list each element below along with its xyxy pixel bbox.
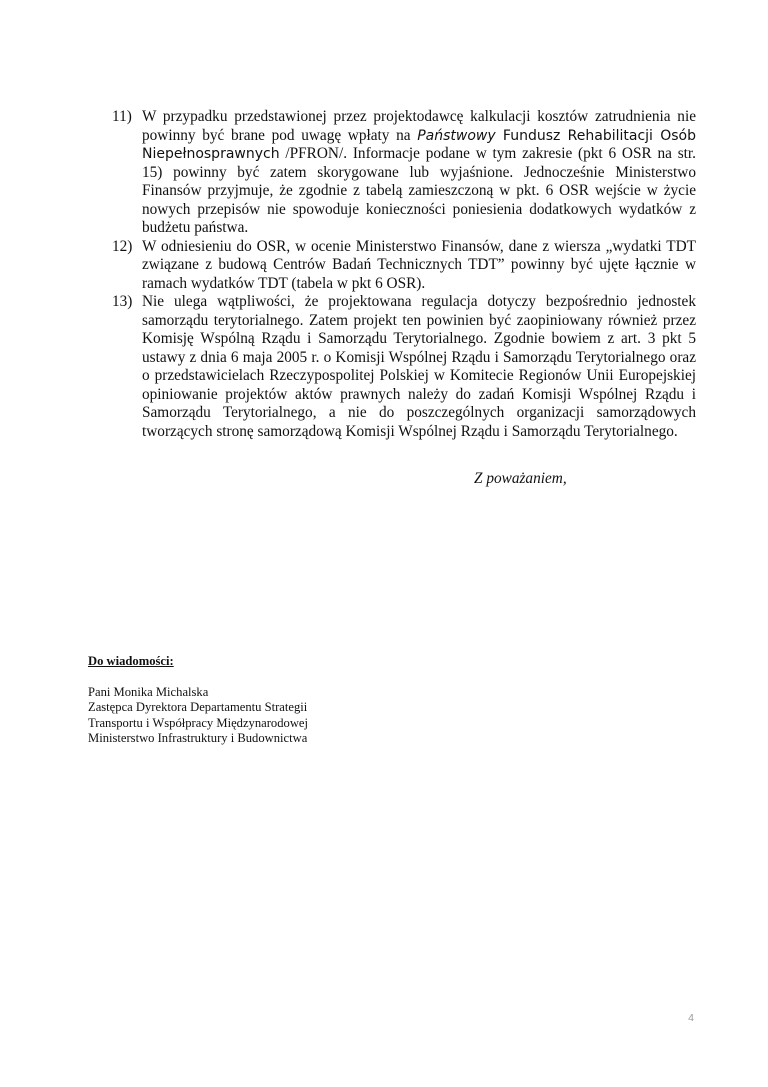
cc-line: Transportu i Współpracy Międzynarodowej xyxy=(88,715,309,730)
list-item-number: 11) xyxy=(112,108,132,125)
list-item-text: W odniesieniu do OSR, w ocenie Ministerstwo Finansów, dane z wiersza „wydatki TDT związane z budową Centrów Badań Technicznych TDT” powinny być ujęte łącznie w ramach wydatków TDT (tabela w pkt 6 OSR). xyxy=(142,237,696,292)
item-text-sans: Fundusz Rehabilitacji Osób Niepełnosprawnych xyxy=(142,127,696,162)
closing-salutation: Z poważaniem, xyxy=(474,470,567,487)
list-item xyxy=(112,238,696,294)
list-item xyxy=(112,108,696,238)
list-item-number: 13) xyxy=(112,293,133,310)
item-text-part: W przypadku przedstawionej przez projektodawcę kalkulacji kosztów zatrudnienia nie powinny być brane pod uwagę wpłaty na xyxy=(142,108,696,144)
list-item-number: 12) xyxy=(112,237,133,255)
list-item xyxy=(112,293,696,441)
cc-block xyxy=(88,654,308,747)
page-number: 4 xyxy=(688,1012,694,1024)
cc-line: Pani Monika Michalska xyxy=(88,684,209,699)
item-text-part: /PFRON/. Informacje podane w tym zakresie (pkt 6 OSR na str. 15) powinny być zatem skorygowane lub wyjaśnione. Jednocześnie Ministerstwo Finansów przyjmuje, że zgodnie z tabelą zamieszczoną w pkt. 6 OSR wejście w życie nowych przepisów nie spowoduje konieczności poniesienia dodatkowych wydatków z budżetu państwa. xyxy=(142,145,696,236)
numbered-list xyxy=(112,108,696,441)
cc-heading: Do wiadomości: xyxy=(88,654,174,668)
cc-line: Ministerstwo Infrastruktury i Budownictwa xyxy=(88,731,308,745)
item-emphasis: Państwowy xyxy=(417,127,496,144)
list-item-text: Nie ulega wątpliwości, że projektowana regulacja dotyczy bezpośrednio jednostek samorządu terytorialnego. Zatem projekt ten powinien być zaopiniowany również przez Komisję Wspólną Rządu i Samorządu Terytorialnego. Zgodnie bowiem z art. 3 pkt 5 ustawy z dnia 6 maja 2005 r. o Komisji Wspólnej Rządu i Samorządu Terytorialnego oraz o przedstawicielach Rzeczypospolitej Polskiej w Komitecie Regionów Unii Europejskiej opiniowanie projektów aktów prawnych należy do zadań Komisji Wspólnej Rządu i Samorządu Terytorialnego, a nie do poszczególnych organizacji samorządowych tworzących stronę samorządową Komisji Wspólnej Rządu i Samorządu Terytorialnego. xyxy=(142,293,696,440)
cc-line: Zastępca Dyrektora Departamentu Strategii xyxy=(88,700,308,714)
list-item-text xyxy=(142,108,696,236)
